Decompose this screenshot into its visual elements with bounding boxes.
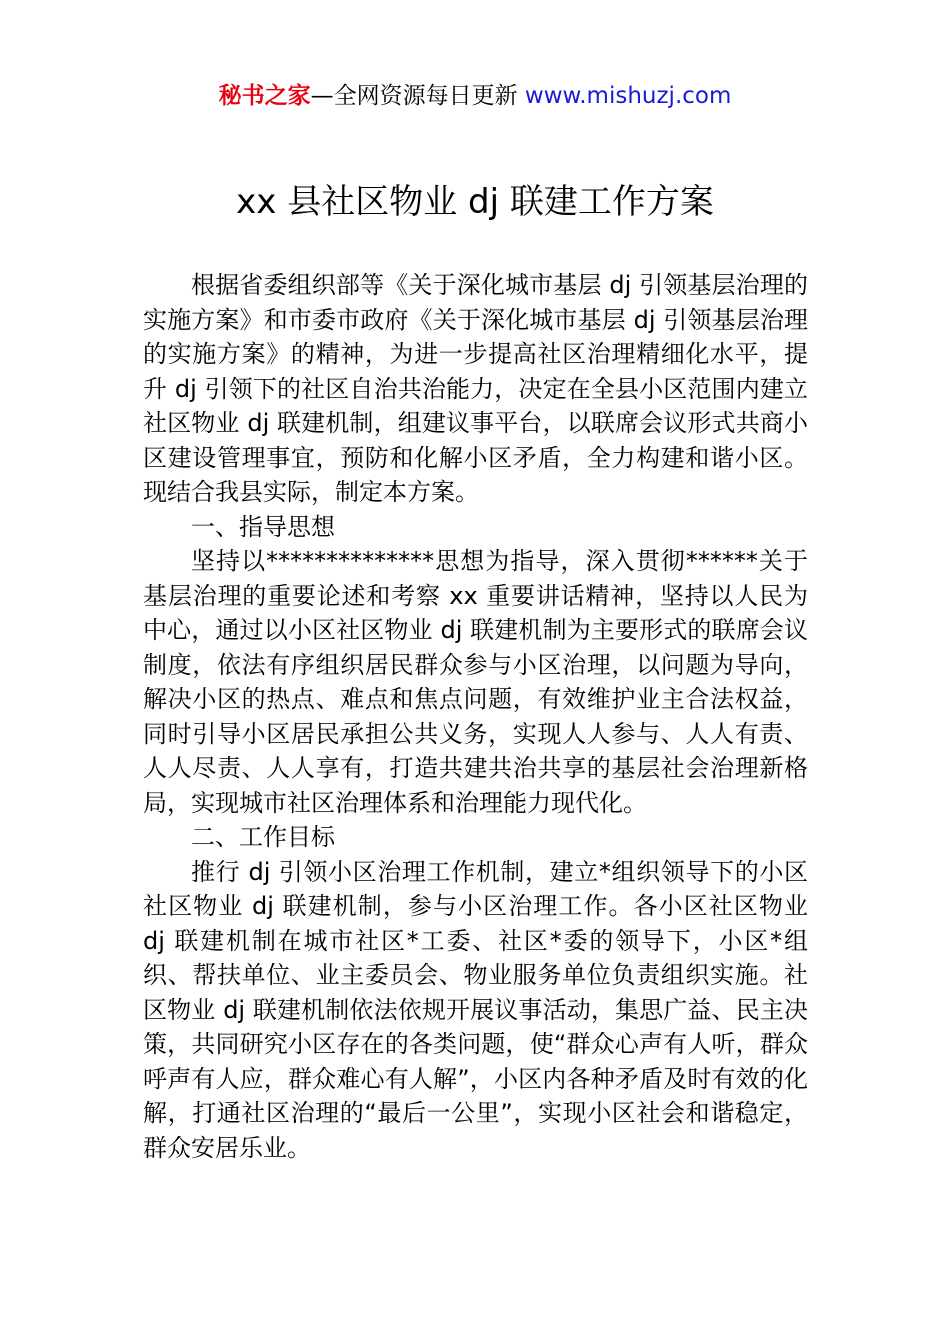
- document-title: xx 县社区物业 dj 联建工作方案: [236, 182, 714, 222]
- document-body: [143, 268, 808, 1165]
- section-heading-guiding-ideology: 一、指导思想: [191, 512, 335, 541]
- site-brand: 秘书之家: [218, 83, 311, 109]
- site-header: [0, 80, 950, 112]
- guiding-ideology-paragraph: 坚持以**************思想为指导，深入贯彻******关于基层治理的重要论述和考察 xx 重要讲话精神，坚持以人民为中心，通过以小区社区物业 dj 联建机制为主要形式的联席会议制度，依法有序组织居民群众参与小区治理，以问题为导向，解决小区的热点、难点和焦点问题，有效维护业主合法权益，同时引导小区居民承担公共义务，实现人人参与、人人有责、人人尽责、人人享有，打造共建共治共享的基层社会治理新格局，实现城市社区治理体系和治理能力现代化。: [143, 547, 808, 817]
- site-url-link[interactable]: www.mishuzj.com: [524, 83, 732, 109]
- section-heading-work-goals: 二、工作目标: [191, 823, 335, 851]
- intro-paragraph: 根据省委组织部等《关于深化城市基层 dj 引领基层治理的实施方案》和市委市政府《关于深化城市基层 dj 引领基层治理的实施方案》的精神，为进一步提高社区治理精细化水平，提升 dj 引领下的社区自治共治能力，决定在全县小区范围内建立社区物业 dj 联建机制，组建议事平台，以联席会议形式共商小区建设管理事宜，预防和化解小区矛盾，全力构建和谐小区。现结合我县实际，制定本方案。: [143, 271, 808, 506]
- work-goals-paragraph: 推行 dj 引领小区治理工作机制，建立*组织领导下的小区社区物业 dj 联建机制，参与小区治理工作。各小区社区物业 dj 联建机制在城市社区*工委、社区*委的领导下，小区*组织、帮扶单位、业主委员会、物业服务单位负责组织实施。社区物业 dj 联建机制依法依规开展议事活动，集思广益、民主决策，共同研究小区存在的各类问题，使“群众心声有人听，群众呼声有人应，群众难心有人解”，小区内各种矛盾及时有效的化解，打通社区治理的“最后一公里”，实现小区社会和谐稳定，群众安居乐业。: [143, 857, 808, 1162]
- site-tagline: —全网资源每日更新: [310, 83, 518, 109]
